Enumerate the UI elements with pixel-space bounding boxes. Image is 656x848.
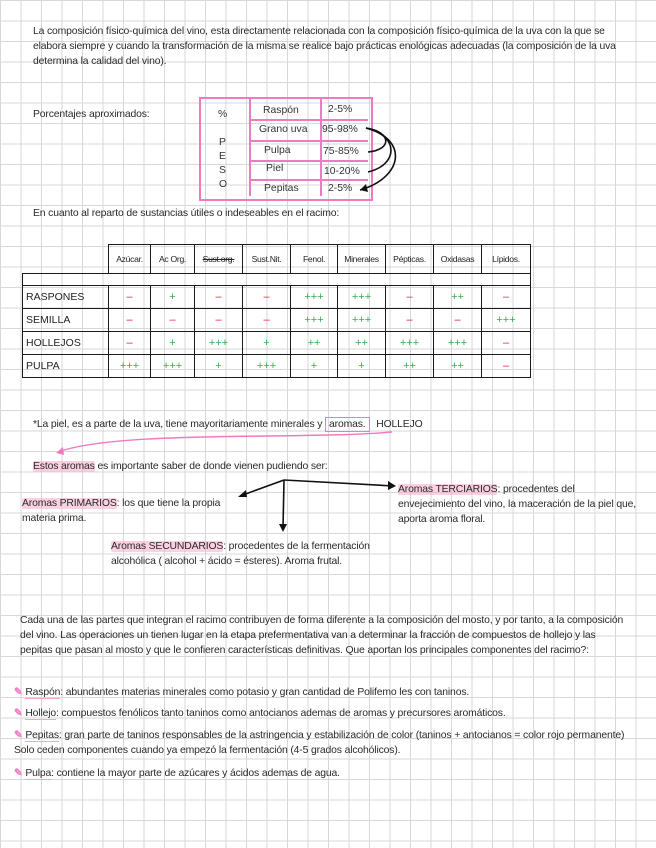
column-header: Ac Org. xyxy=(151,245,195,274)
aromas-intro-text: es importante saber de donde vienen pudiendo ser: xyxy=(94,461,328,472)
secundarios-text: : procedentes de la fermentación alcohólica ( alcohol + ácido = ésteres). Aroma frutal. xyxy=(111,541,370,567)
peso-letter: S xyxy=(219,165,226,176)
table-cell: ++ xyxy=(386,355,434,378)
table-cell: + xyxy=(151,286,195,309)
weight-value: 95-98% xyxy=(322,124,358,135)
table-cell: – xyxy=(434,309,482,332)
bullet-term: Raspón xyxy=(25,687,61,698)
column-header: Azúcar. xyxy=(109,245,151,274)
table-cell: – xyxy=(243,286,291,309)
row-label: SEMILLA xyxy=(23,309,109,332)
weight-value: 2-5% xyxy=(328,104,353,115)
pencil-icon: ✎ xyxy=(14,708,23,719)
column-header: Oxidasas xyxy=(434,245,482,274)
table-cell: +++ xyxy=(434,332,482,355)
branch-line xyxy=(240,480,284,496)
table-cell: – xyxy=(482,286,531,309)
bullet-term: Hollejo xyxy=(25,708,57,719)
column-header: Minerales xyxy=(338,245,386,274)
table-cell: – xyxy=(482,332,531,355)
bullet-text: : compuestos fenólicos tanto taninos como antocianos ademas de aromas y precursores aromáticos. xyxy=(56,708,506,719)
peso-letter: O xyxy=(219,179,228,190)
weight-part: Pepitas xyxy=(264,183,299,194)
table-cell: – xyxy=(109,286,151,309)
table-cell: +++ xyxy=(338,309,386,332)
terciarios-text: : procedentes del envejecimiento del vino, la maceración de la piel que, aporta aroma floral. xyxy=(398,484,636,525)
column-header: Sust.org. xyxy=(195,245,243,274)
table-cell: +++ xyxy=(338,286,386,309)
table-cell: + xyxy=(291,355,338,378)
column-header: Lípidos. xyxy=(482,245,531,274)
percent-symbol: % xyxy=(218,109,228,120)
brace-arrow xyxy=(360,128,395,190)
arrow-head xyxy=(238,490,247,497)
column-header: Sust.Nit. xyxy=(243,245,291,274)
terciarios-title: Aromas TERCIARIOS xyxy=(398,484,498,495)
table-cell: +++ xyxy=(151,355,195,378)
bullet-text: : gran parte de taninos responsables de la astringencia y estabilización de color (taninos + antocianos = color rojo permanente) Solo ceden componentes cuando ya empezó la fermentación (4-5 grados alcohólicos). xyxy=(14,730,625,756)
branch-line xyxy=(284,480,394,486)
aromas-boxed: aromas. xyxy=(325,417,369,432)
table-cell: – xyxy=(151,309,195,332)
table-cell: – xyxy=(243,309,291,332)
pencil-icon: ✎ xyxy=(14,768,23,779)
weight-value: 10-20% xyxy=(324,166,360,177)
weight-value: 75-85% xyxy=(323,146,359,157)
table-cell: ++ xyxy=(291,332,338,355)
table-cell: – xyxy=(195,309,243,332)
table-cell: ++ xyxy=(434,355,482,378)
column-header: Pépticas. xyxy=(386,245,434,274)
bullet-term: Pepitas xyxy=(25,730,59,741)
table-cell: + xyxy=(338,355,386,378)
table-cell: +++ xyxy=(109,355,151,378)
arrow-head xyxy=(56,447,64,455)
table-cell: +++ xyxy=(482,309,531,332)
table-cell: +++ xyxy=(291,286,338,309)
table-cell: ++ xyxy=(338,332,386,355)
peso-letter: E xyxy=(219,151,226,162)
table-cell: – xyxy=(386,286,434,309)
weights-label: Porcentajes aproximados: xyxy=(33,109,150,120)
row-label: RASPONES xyxy=(23,286,109,309)
table-cell: + xyxy=(243,332,291,355)
aromas-intro-highlight: Estos aromas xyxy=(33,461,95,472)
table-cell: – xyxy=(482,355,531,378)
table-cell: – xyxy=(109,309,151,332)
weight-part: Grano uva xyxy=(259,124,308,135)
peso-letter: P xyxy=(219,137,226,148)
column-header: Fenol. xyxy=(291,245,338,274)
row-label: PULPA xyxy=(23,355,109,378)
branch-line xyxy=(283,480,284,528)
weight-part: Raspón xyxy=(263,105,299,116)
arrow-head xyxy=(360,184,368,192)
reparto-title: En cuanto al reparto de sustancias útiles o indeseables en el racimo: xyxy=(33,208,340,219)
table-cell: – xyxy=(195,286,243,309)
weight-part: Piel xyxy=(266,163,284,174)
table-cell: + xyxy=(195,355,243,378)
table-cell: – xyxy=(109,332,151,355)
table-cell: +++ xyxy=(386,332,434,355)
row-label: HOLLEJOS xyxy=(23,332,109,355)
arrow-head xyxy=(388,481,396,490)
intro-paragraph: La composición físico-química del vino, esta directamente relacionada con la composición físico-química de la uva con la que se elabora siempre y cuando la transformación de la misma se realice bajo prácticas enológicas adecuadas (la composición de la uva determina la calidad del vino). xyxy=(33,26,616,67)
table-cell: +++ xyxy=(291,309,338,332)
arrow-head xyxy=(279,524,287,532)
cada-parte-paragraph: Cada una de las partes que integran el racimo contribuyen de forma diferente a la composición del mosto, y por tanto, a la composición del vino. Las operaciones un tienen lugar en la etapa prefermentativa van a determinar la fracción de compuestos de hollejo y las pepitas que pasan al mosto y que le confieren características definitivas. Que aportan los principales componentes del racimo?: xyxy=(20,615,624,656)
table-cell: ++ xyxy=(434,286,482,309)
bullet-text: : abundantes materias minerales como potasio y gran cantidad de Polifemo les con taninos. xyxy=(60,687,470,698)
table-cell: + xyxy=(151,332,195,355)
pink-link-arrow xyxy=(58,432,392,452)
table-cell: – xyxy=(386,309,434,332)
pencil-icon: ✎ xyxy=(14,730,23,741)
weight-value: 2-5% xyxy=(328,183,353,194)
table-cell: +++ xyxy=(195,332,243,355)
bullet-text: : contiene la mayor parte de azúcares y ácidos ademas de agua. xyxy=(51,768,340,779)
weight-part: Pulpa xyxy=(264,145,291,156)
hollejo-word: HOLLEJO xyxy=(376,419,423,430)
pencil-icon: ✎ xyxy=(14,687,23,698)
primarios-text: : los que tiene la propia materia prima. xyxy=(22,498,221,524)
bullet-term: Pulpa xyxy=(25,768,52,779)
piel-note-text: *La piel, es a parte de la uva, tiene mayoritariamente minerales y xyxy=(33,419,326,430)
table-cell: +++ xyxy=(243,355,291,378)
secundarios-title: Aromas SECUNDARIOS xyxy=(111,541,224,552)
primarios-title: Aromas PRIMARIOS xyxy=(22,498,117,509)
